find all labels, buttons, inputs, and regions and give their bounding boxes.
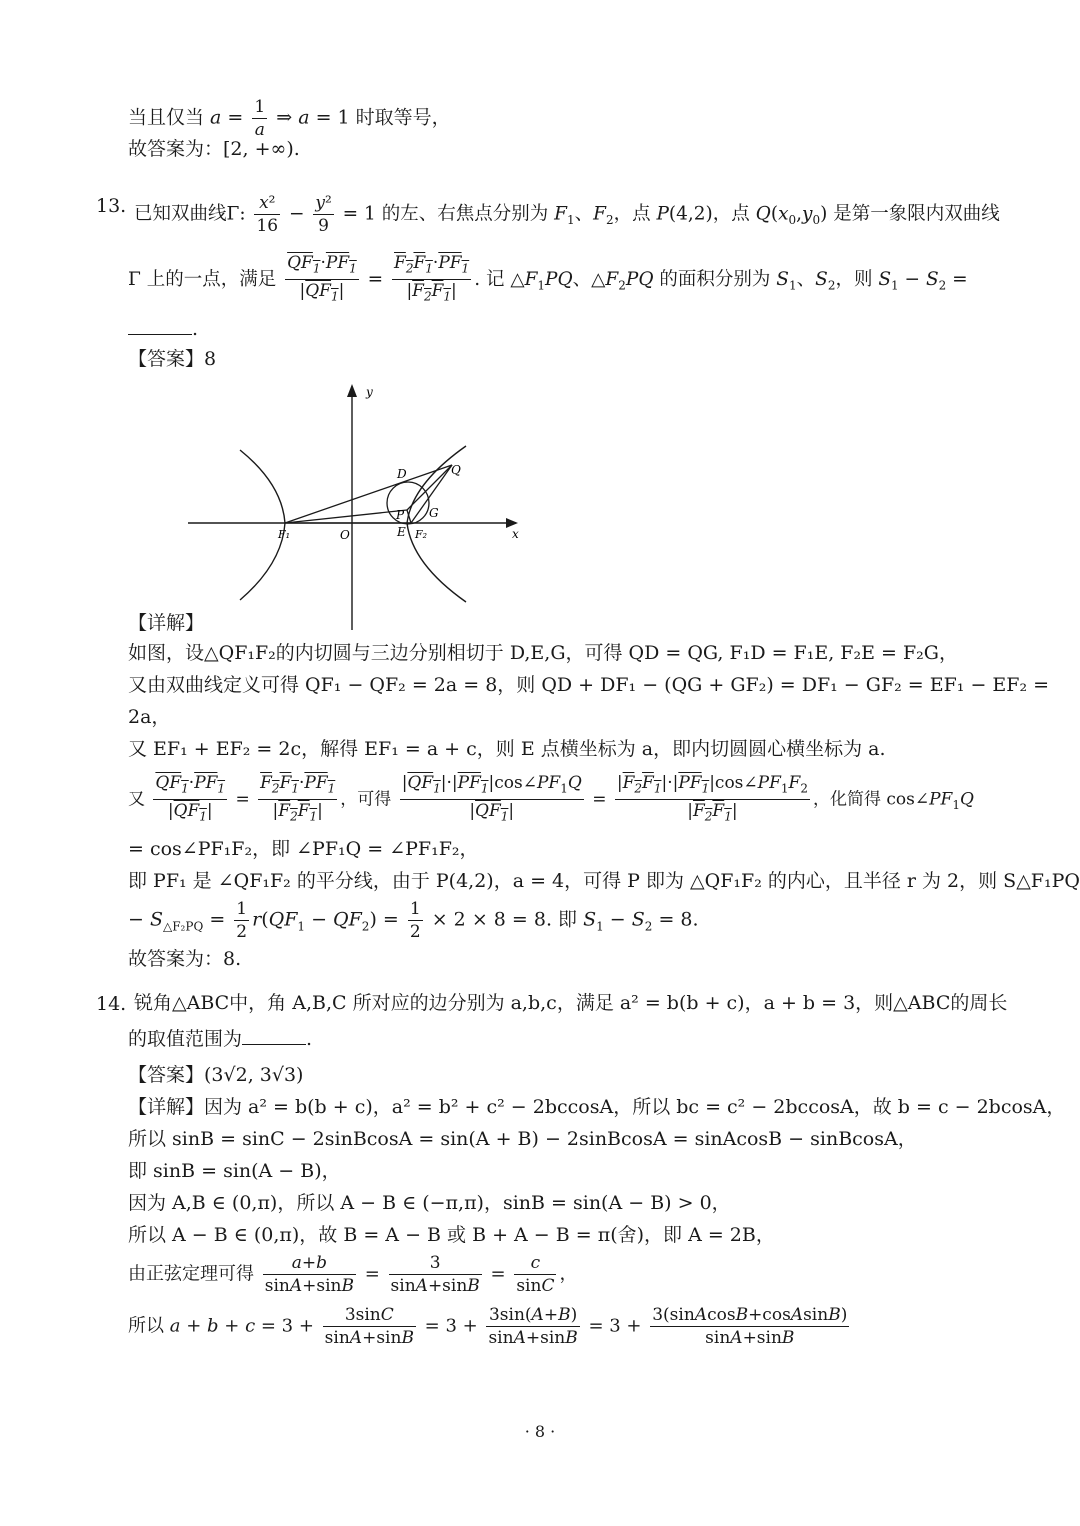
hyperbola-figure	[186, 380, 526, 632]
text-line: 故答案为：[2, +∞).	[128, 138, 300, 160]
question-number: 13.	[96, 195, 127, 217]
origin-label: O	[340, 528, 350, 542]
detail-heading: 【详解】	[128, 612, 205, 634]
F2-label: F₂	[415, 528, 428, 541]
text-line: 又由双曲线定义可得 QF₁ − QF₂ = 2a = 8，则 QD + DF₁ − (QG + GF₂) = DF₁ − GF₂ = EF₁ − EF₂ =	[128, 674, 1050, 696]
text-line-fraction: 所以 a + b + c = 3 + $\frac{3\sin C}{\sin A+\sin B}$ = 3 + $\frac{3\sin(A+B)}{\sin A+\sin B}$ = 3 + $\frac{\text{3(sinAcosB+cosAsinB)}}{\sin A+\sin B}$	[128, 1305, 848, 1348]
F1-label: F₁	[278, 528, 291, 541]
question-14-line-2	[128, 1026, 312, 1052]
D-label: D	[397, 467, 407, 481]
text-line: 故答案为：8.	[128, 948, 242, 970]
answer-14: 【答案】(3√2, 3√3)	[128, 1064, 304, 1086]
text-line: = cos∠PF₁F₂，即 ∠PF₁Q = ∠PF₁F₂，	[128, 838, 479, 860]
G-label: G	[429, 506, 439, 520]
text-line: 又 EF₁ + EF₂ = 2c，解得 EF₁ = a + c，则 E 点横坐标为 a，即内切圆圆心横坐标为 a.	[128, 738, 886, 760]
period: .	[192, 318, 199, 340]
y-label: y	[366, 385, 373, 399]
blank-line	[242, 1026, 306, 1045]
question-13-line-2: Γ 上的一点，满足 $\frac{QF_1\cdot PF_1}{|QF_1|}$ = $\frac{F_2F_1\cdot PF_1}{|F_2F_1|}$ . 记 $\triangle F_1PQ$、$\triangle F_2PQ$ 的面积分别为 $S_1$、$S_2$，则 $S_1 - S_2$ =	[128, 253, 968, 304]
answer-blank	[128, 316, 198, 342]
text-line: 所以 A − B ∈ (0,π)，故 B = A − B 或 B + A − B = π(舍)，即 A = 2B，	[128, 1224, 775, 1246]
text-line-fraction: 又 $\frac{QF_1\cdot PF_1}{|QF_1|}$ = $\frac{F_2F_1\cdot PF_1}{|F_2F_1|}$ ，可得 $\frac{|QF_1|\cdot|PF_1|\cos\angle PF_1Q}{|QF_1|}$ = $\frac{|F_2F_1|\cdot|PF_1|\cos\angle PF_1F_2}{|F_2F_1|}$ ，化简得 $\cos\angle PF_1Q$	[128, 773, 974, 824]
text-line: 所以 sinB = sinC − 2sinBcosA = sin(A + B) − 2sinBcosA = sinAcosB − sinBcosA，	[128, 1128, 917, 1150]
text-line: 2a，	[128, 706, 171, 728]
Q-label: Q	[451, 463, 461, 477]
text-line: 【详解】因为 a² = b(b + c)，a² = b² + c² − 2bccosA，所以 bc = c² − 2bccosA，故 b = c − 2bcosA，	[128, 1096, 1066, 1118]
blank-line	[128, 316, 192, 335]
y-axis-arrow	[347, 384, 357, 397]
text-line-fraction: 由正弦定理可得 $\frac{a+b}{\sin A+\sin B}$ = $\frac{3}{\sin A+\sin B}$ = $\frac{c}{\sin C}$ ，	[128, 1253, 578, 1296]
left-branch	[240, 450, 285, 600]
page-number: · 8 ·	[524, 1422, 556, 1441]
x-label: x	[512, 527, 519, 541]
E-label: E	[397, 525, 406, 539]
P-label: P	[396, 508, 405, 522]
period: .	[306, 1028, 313, 1050]
text-line: 即 sinB = sin(A − B)，	[128, 1160, 341, 1182]
text-line: 即 PF₁ 是 ∠QF₁F₂ 的平分线，由于 P(4,2)，a = 4，可得 P 即为 △QF₁F₂ 的内心，且半径 r 为 2，则 S△F₁PQ	[128, 870, 1080, 892]
text-line-fraction: − $S_{\triangle F_2PQ}$ = $\frac{1}{2}$ $r(QF_1 - QF_2)$ = $\frac{1}{2}$ × 2 × 8 = 8. 即 $S_1 - S_2 = 8$.	[128, 899, 699, 942]
question-number: 14.	[96, 993, 127, 1015]
text-line: 当且仅当 a = $\frac{1}{a}$ ⇒ a = 1 时取等号，	[128, 97, 451, 140]
answer-13: 【答案】8	[128, 348, 217, 370]
text-line: 如图，设△QF₁F₂的内切圆与三边分别相切于 D,E,G，可得 QD = QG, F₁D = F₁E, F₂E = F₂G，	[128, 642, 958, 664]
question-14-line-1: 锐角△ABC中，角 A,B,C 所对应的边分别为 a,b,c，满足 a² = b(b + c)，a + b = 3，则△ABC的周长	[134, 992, 1008, 1014]
text-line: 因为 A,B ∈ (0,π)，所以 A − B ∈ (−π,π)，sinB = sin(A − B) > 0，	[128, 1192, 731, 1214]
q14-text: 的取值范围为	[128, 1028, 243, 1050]
question-13-line-1: 已知双曲线Γ: $\frac{\text{x²}}{16}$ − $\frac{\text{y²}}{9}$ = 1 的左、右焦点分别为 $F_1$、$F_2$，点 P(4,2)，点 $Q(x_0,y_0)$ 是第一象限内双曲线	[134, 193, 1000, 236]
